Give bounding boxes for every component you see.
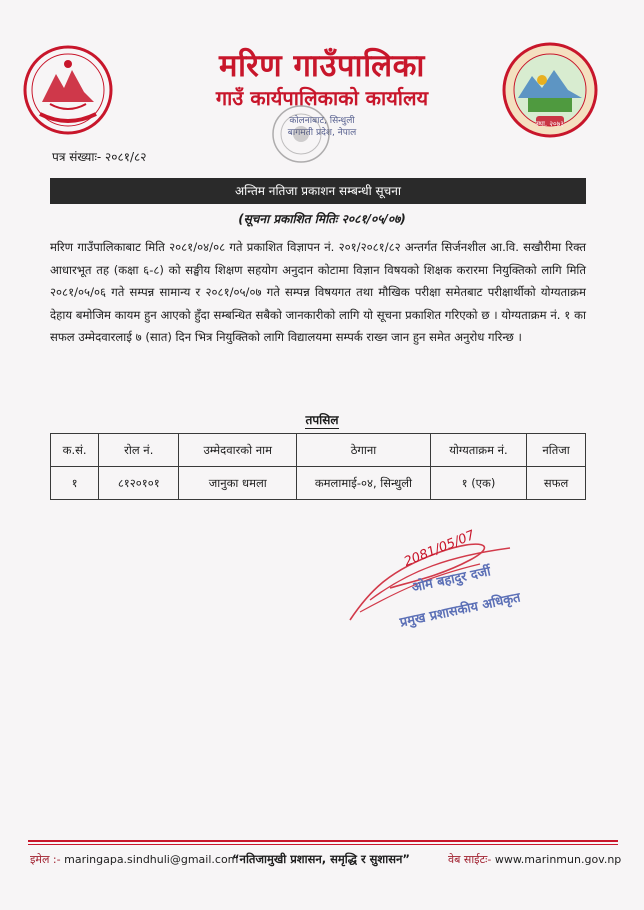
municipality-logo [502,42,598,138]
office-stamp-icon [270,103,332,165]
notice-title-bar: अन्तिम नतिजा प्रकाशन सम्बन्धी सूचना [50,178,586,204]
reference-label: पत्र संख्याः- [52,150,102,164]
table-header-row [51,434,586,467]
col-serial: क.सं. [51,434,99,467]
col-name: उम्मेदवारको नाम [179,434,297,467]
email-link[interactable]: maringapa.sindhuli@gmail.com [64,853,239,866]
col-address: ठेगाना [297,434,431,467]
address-line-1: कोलनाबाट, सिन्धुली [289,116,355,126]
website-link[interactable]: www.marinmun.gov.np [494,853,622,866]
office-subtitle: गाउँ कार्यपालिकाको कार्यालय [215,86,429,110]
cell-serial: १ [51,467,99,500]
results-table [50,433,586,500]
cell-name: जानुका धमला [179,467,297,500]
signatory-name: ओम बहादुर दर्जी [410,564,492,596]
notice-body: मरिण गाउँपालिकाबाट मिति २०८१/०४/०८ गते प्रकाशित विज्ञापन नं. २०१/२०८१/८२ अन्तर्गत सिर्जनशील आ.वि. सखौरीमा रिक्त आधारभूत तह (कक्षा ६-८) को सङ्घीय शिक्षण सहयोग अनुदान कोटामा विज्ञान विषयको शिक्षक करारमा नियुक्तिको लागि मिति २०८१/०५/०६ गते सम्पन्न सामान्य र २०८१/०५/०७ गते सम्पन्न विषयगत तथा मौखिक परीक्षा समेतबाट परीक्षार्थीको योग्यताक्रम देहाय बमोजिम कायम हुन आएको हुँदा सम्बन्धित सबैको जानकारीको लागि यो सूचना प्रकाशित गरिएको छ । योग्यताक्रम नं. १ का सफल उम्मेदवारलाई ७ (सात) दिन भित्र नियुक्तिको लागि विद्यालयमा सम्पर्क राख्न जान हुन समेत अनुरोध गरिन्छ । [50,240,586,344]
address-line-2: बागमती प्रदेश, नेपाल [287,128,357,138]
reference-number [52,148,147,165]
footer-email [30,852,238,867]
municipality-title: मरिण गाउँपालिका [219,48,425,84]
website-label: वेब साईटः- [448,853,492,866]
nepal-emblem-icon [22,44,114,136]
col-rank: योग्यताक्रम नं. [430,434,526,467]
details-heading-text: तपसिल [305,413,339,427]
signatory-designation: प्रमुख प्रशासकीय अधिकृत [398,590,522,631]
footer-slogan: “नतिजामुखी प्रशासन, समृद्धि र सुशासन” [232,852,410,866]
cell-result: सफल [527,467,586,500]
cell-rank: १ (एक) [430,467,526,500]
col-roll: रोल नं. [99,434,179,467]
signature-date: 2081/05/07 [402,527,478,570]
reference-value: २०८१/८२ [105,150,147,164]
footer-website [448,852,621,867]
details-heading [0,411,644,428]
footer-divider-thin [28,844,618,845]
logo-establishment-text: स्था. २०७३ [536,120,564,128]
published-date: (सूचना प्रकाशित मितिः २०८१/०५/०७) [238,212,406,226]
col-result: नतिजा [527,434,586,467]
cell-address: कमलामाई-०४, सिन्धुली [297,467,431,500]
cell-roll: ८१२०१०१ [99,467,179,500]
email-label: इमेल :- [30,853,61,866]
footer-divider [28,840,618,842]
table-row [51,467,586,500]
